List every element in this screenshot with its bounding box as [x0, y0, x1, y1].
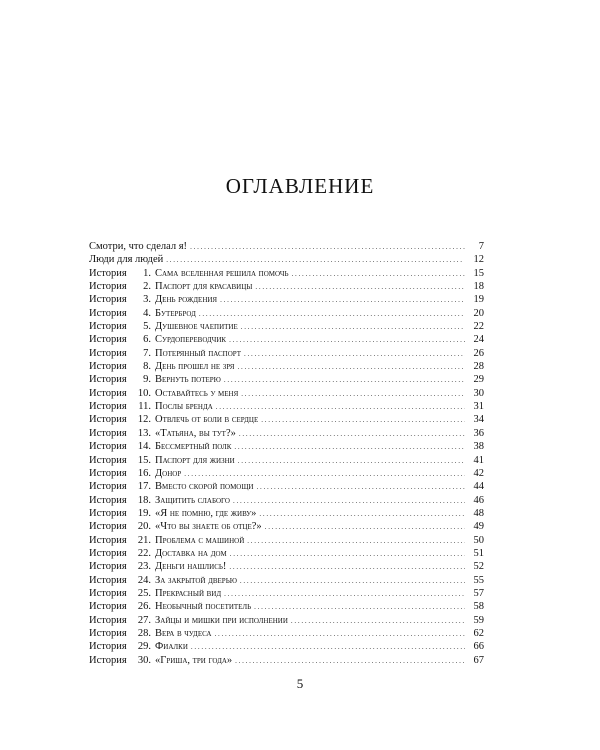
- toc-entry-prefix: История: [89, 627, 127, 639]
- toc-entry[interactable]: [89, 640, 484, 653]
- toc-entry-prefix: История: [89, 294, 127, 306]
- toc-entry[interactable]: [89, 574, 484, 587]
- toc-entry-page: 41: [473, 454, 484, 466]
- toc-entry-number: 2.: [143, 281, 151, 293]
- toc-entry-number: 22.: [137, 547, 151, 559]
- toc-entry[interactable]: [89, 520, 484, 533]
- toc-entry-prefix: История: [89, 281, 127, 293]
- toc-entry-title: Доставка на дом: [155, 547, 227, 559]
- dot-leader: [239, 427, 465, 441]
- toc-entry-number: 11.: [138, 401, 151, 413]
- toc-entry-page: 26: [473, 347, 484, 359]
- toc-entry-prefix: История: [89, 361, 127, 373]
- toc-entry[interactable]: [89, 494, 484, 507]
- toc-entry[interactable]: [89, 360, 484, 373]
- toc-entry-prefix: История: [89, 481, 127, 493]
- toc-entry-number: 1.: [143, 267, 151, 279]
- toc-entry-page: 20: [473, 307, 484, 319]
- toc-entry-page: 49: [473, 521, 484, 533]
- toc-entry-prefix: История: [89, 654, 127, 666]
- toc-entry-prefix: История: [89, 521, 127, 533]
- toc-entry-number: 25.: [137, 587, 151, 599]
- toc-entry-prefix: История: [89, 467, 127, 479]
- toc-entry-page: 52: [473, 561, 484, 573]
- toc-entry-page: 55: [473, 574, 484, 586]
- toc-entry-number: 17.: [137, 481, 151, 493]
- toc-entry-page: 29: [473, 374, 484, 386]
- toc-entry-number: 20.: [137, 521, 151, 533]
- toc-entry[interactable]: [89, 600, 484, 613]
- page-title: оглавление: [225, 167, 375, 200]
- toc-entry-number: 26.: [137, 601, 151, 613]
- toc-entry-number: 4.: [143, 307, 151, 319]
- page-number: 5: [296, 676, 304, 691]
- toc-entry-page: 51: [473, 547, 484, 559]
- toc-entry-page: 12: [473, 254, 484, 266]
- toc-entry-title: Оставайтесь у меня: [155, 387, 239, 399]
- toc-entry[interactable]: [89, 440, 484, 453]
- toc-entry-number: 15.: [137, 454, 151, 466]
- toc-entry-title: Защитить слабого: [155, 494, 230, 506]
- toc-entry-number: 7.: [143, 347, 151, 359]
- toc-entry-page: 59: [473, 614, 484, 626]
- toc-entry-title: Смотри, что сделал я!: [89, 241, 188, 252]
- toc-entry-title: Вместо скорой помощи: [155, 481, 254, 493]
- toc-entry-title: День рождения: [155, 294, 218, 306]
- toc-entry[interactable]: [89, 534, 484, 547]
- toc-entry-page: 62: [473, 627, 484, 639]
- toc-entry[interactable]: [89, 267, 484, 280]
- toc-entry[interactable]: [89, 560, 484, 573]
- toc-entry-number: 21.: [137, 534, 151, 546]
- toc-entry-prefix: История: [89, 307, 127, 319]
- dot-leader: [199, 307, 465, 321]
- dot-leader: [224, 373, 465, 387]
- toc-entry-number: 19.: [137, 507, 151, 519]
- toc-entry-title: Сама вселенная решила помочь: [155, 267, 289, 279]
- toc-entry-title: День прошел не зря: [155, 361, 235, 373]
- toc-entry-page: 7: [478, 241, 484, 252]
- dot-leader: [235, 654, 465, 668]
- toc-entry-title: За закрытой дверью: [155, 574, 237, 586]
- toc-entry-prefix: История: [89, 494, 127, 506]
- dot-leader: [214, 627, 465, 641]
- toc-entry-page: 42: [473, 467, 484, 479]
- toc-entry-page: 57: [473, 587, 484, 599]
- toc-entry-title: Прекрасный вид: [155, 587, 222, 599]
- toc-entry-page: 36: [473, 427, 484, 439]
- toc-entry-title: «Я не помню, где живу»: [155, 507, 257, 519]
- toc-entry-prefix: История: [89, 374, 127, 386]
- dot-leader: [233, 494, 465, 508]
- toc-entry[interactable]: [89, 240, 484, 253]
- toc-entry[interactable]: [89, 654, 484, 667]
- dot-leader: [234, 440, 465, 454]
- toc-entry-number: 9.: [143, 374, 151, 386]
- toc-entry-title: Душевное чаепитие: [155, 321, 238, 333]
- toc-entry-page: 24: [473, 334, 484, 346]
- toc-entry-prefix: История: [89, 401, 127, 413]
- toc-entry-number: 29.: [137, 641, 151, 653]
- toc-entry[interactable]: [89, 587, 484, 600]
- toc-entry-prefix: История: [89, 587, 127, 599]
- dot-leader: [240, 574, 465, 588]
- toc-entry-title: Зайцы и мишки при исполнении: [155, 614, 288, 626]
- dot-leader: [254, 600, 465, 614]
- dot-leader: [184, 467, 465, 481]
- toc-entry[interactable]: [89, 373, 484, 386]
- dot-leader: [291, 267, 465, 281]
- toc-entry[interactable]: [89, 400, 484, 413]
- toc-entry-number: 10.: [137, 387, 151, 399]
- toc-entry-page: 30: [473, 387, 484, 399]
- toc-entry-prefix: История: [89, 387, 127, 399]
- toc-entry[interactable]: [89, 547, 484, 560]
- toc-entry-title: Деньги нашлись!: [155, 561, 227, 573]
- toc-entry-prefix: История: [89, 321, 127, 333]
- toc-entry-page: 31: [473, 401, 484, 413]
- toc-entry-title: Донор: [155, 467, 182, 479]
- toc-entry-page: 46: [473, 494, 484, 506]
- dot-leader: [261, 413, 465, 427]
- toc-entry-number: 12.: [137, 414, 151, 426]
- toc-entry-title: Отвлечь от боли в сердце: [155, 414, 259, 426]
- toc-entry-title: Потерянный паспорт: [155, 347, 242, 359]
- dot-leader: [224, 587, 465, 601]
- toc-entry-page: 38: [473, 441, 484, 453]
- toc-entry-number: 27.: [137, 614, 151, 626]
- toc-entry[interactable]: [89, 280, 484, 293]
- toc-entry-title: «Что вы знаете об отце?»: [155, 521, 262, 533]
- toc-entry-title: Необычный посетитель: [155, 601, 252, 613]
- toc-entry-page: 19: [473, 294, 484, 306]
- toc-entry-prefix: История: [89, 347, 127, 359]
- toc-entry-number: 18.: [137, 494, 151, 506]
- dot-leader: [244, 347, 465, 361]
- toc-entry-prefix: История: [89, 547, 127, 559]
- toc-entry-page: 28: [473, 361, 484, 373]
- dot-leader: [238, 454, 465, 468]
- toc-entry-number: 23.: [137, 561, 151, 573]
- dot-leader: [230, 547, 465, 561]
- toc-entry-title: Сурдопереводчик: [155, 334, 227, 346]
- toc-entry-page: 66: [473, 641, 484, 653]
- dot-leader: [166, 253, 465, 267]
- toc-entry-title: Люди для людей: [89, 254, 164, 266]
- toc-entry-number: 3.: [143, 294, 151, 306]
- toc-entry-number: 5.: [143, 321, 151, 333]
- toc-entry-title: Бессмертный полк: [155, 441, 232, 453]
- toc-entry-number: 28.: [137, 627, 151, 639]
- toc-entry-title: «Татьяна, вы тут?»: [155, 427, 236, 439]
- toc-entry-title: Паспорт для жизни: [155, 454, 235, 466]
- toc-entry[interactable]: [89, 454, 484, 467]
- dot-leader: [237, 360, 465, 374]
- dot-leader: [229, 333, 465, 347]
- toc-entry-page: 15: [473, 267, 484, 279]
- toc-entry-title: Вера в чудеса: [155, 627, 212, 639]
- toc-entry-prefix: История: [89, 641, 127, 653]
- toc-entry[interactable]: [89, 307, 484, 320]
- dot-leader: [247, 534, 465, 548]
- toc-entry-prefix: История: [89, 441, 127, 453]
- toc-entry-page: 18: [473, 281, 484, 293]
- toc-entry[interactable]: [89, 320, 484, 333]
- toc-entry-title: Бутерброд: [155, 307, 196, 319]
- toc-entry[interactable]: [89, 347, 484, 360]
- toc-entry-prefix: История: [89, 614, 127, 626]
- dot-leader: [191, 640, 465, 654]
- toc-entry-prefix: История: [89, 267, 127, 279]
- toc-entry-prefix: История: [89, 561, 127, 573]
- toc-entry-prefix: История: [89, 454, 127, 466]
- toc-entry-title: Проблема с машиной: [155, 534, 245, 546]
- toc-entry-prefix: История: [89, 574, 127, 586]
- toc-entry[interactable]: [89, 480, 484, 493]
- toc-entry[interactable]: [89, 253, 484, 266]
- toc-entry[interactable]: [89, 614, 484, 627]
- dot-leader: [241, 320, 465, 334]
- toc-entry-page: 67: [473, 654, 484, 666]
- toc-entry-number: 13.: [137, 427, 151, 439]
- toc-entry[interactable]: [89, 333, 484, 346]
- dot-leader: [265, 520, 465, 534]
- toc-entry-page: 44: [473, 481, 484, 493]
- dot-leader: [255, 280, 465, 294]
- toc-entry-number: 14.: [137, 441, 151, 453]
- toc-entry-page: 50: [473, 534, 484, 546]
- dot-leader: [190, 240, 465, 254]
- toc-entry-page: 22: [473, 321, 484, 333]
- dot-leader: [256, 480, 465, 494]
- dot-leader: [259, 507, 465, 521]
- toc-entry-title: Вернуть потерю: [155, 374, 221, 386]
- toc-entry-number: 24.: [137, 574, 151, 586]
- table-of-contents: [89, 240, 484, 667]
- dot-leader: [291, 614, 465, 628]
- dot-leader: [220, 293, 465, 307]
- toc-entry[interactable]: [89, 427, 484, 440]
- toc-entry-title: Фиалки: [155, 641, 188, 653]
- toc-entry-page: 34: [473, 414, 484, 426]
- toc-entry-prefix: История: [89, 534, 127, 546]
- toc-entry[interactable]: [89, 413, 484, 426]
- toc-entry[interactable]: [89, 293, 484, 306]
- dot-leader: [241, 387, 465, 401]
- toc-entry-prefix: История: [89, 334, 127, 346]
- toc-entry[interactable]: [89, 387, 484, 400]
- dot-leader: [229, 560, 465, 574]
- toc-entry-number: 8.: [143, 361, 151, 373]
- toc-entry-prefix: История: [89, 414, 127, 426]
- toc-entry-page: 58: [473, 601, 484, 613]
- toc-entry[interactable]: [89, 627, 484, 640]
- dot-leader: [216, 400, 465, 414]
- toc-entry-number: 16.: [137, 467, 151, 479]
- toc-entry-prefix: История: [89, 507, 127, 519]
- toc-entry-page: 48: [473, 507, 484, 519]
- toc-entry-title: Послы бренда: [155, 401, 213, 413]
- toc-entry-prefix: История: [89, 427, 127, 439]
- toc-entry-prefix: История: [89, 601, 127, 613]
- toc-entry-title: Паспорт для красавицы: [155, 281, 253, 293]
- toc-entry-number: 6.: [143, 334, 151, 346]
- toc-entry-title: «Гриша, три года»: [155, 654, 233, 666]
- toc-entry-number: 30.: [137, 654, 151, 666]
- toc-entry[interactable]: [89, 467, 484, 480]
- toc-entry[interactable]: [89, 507, 484, 520]
